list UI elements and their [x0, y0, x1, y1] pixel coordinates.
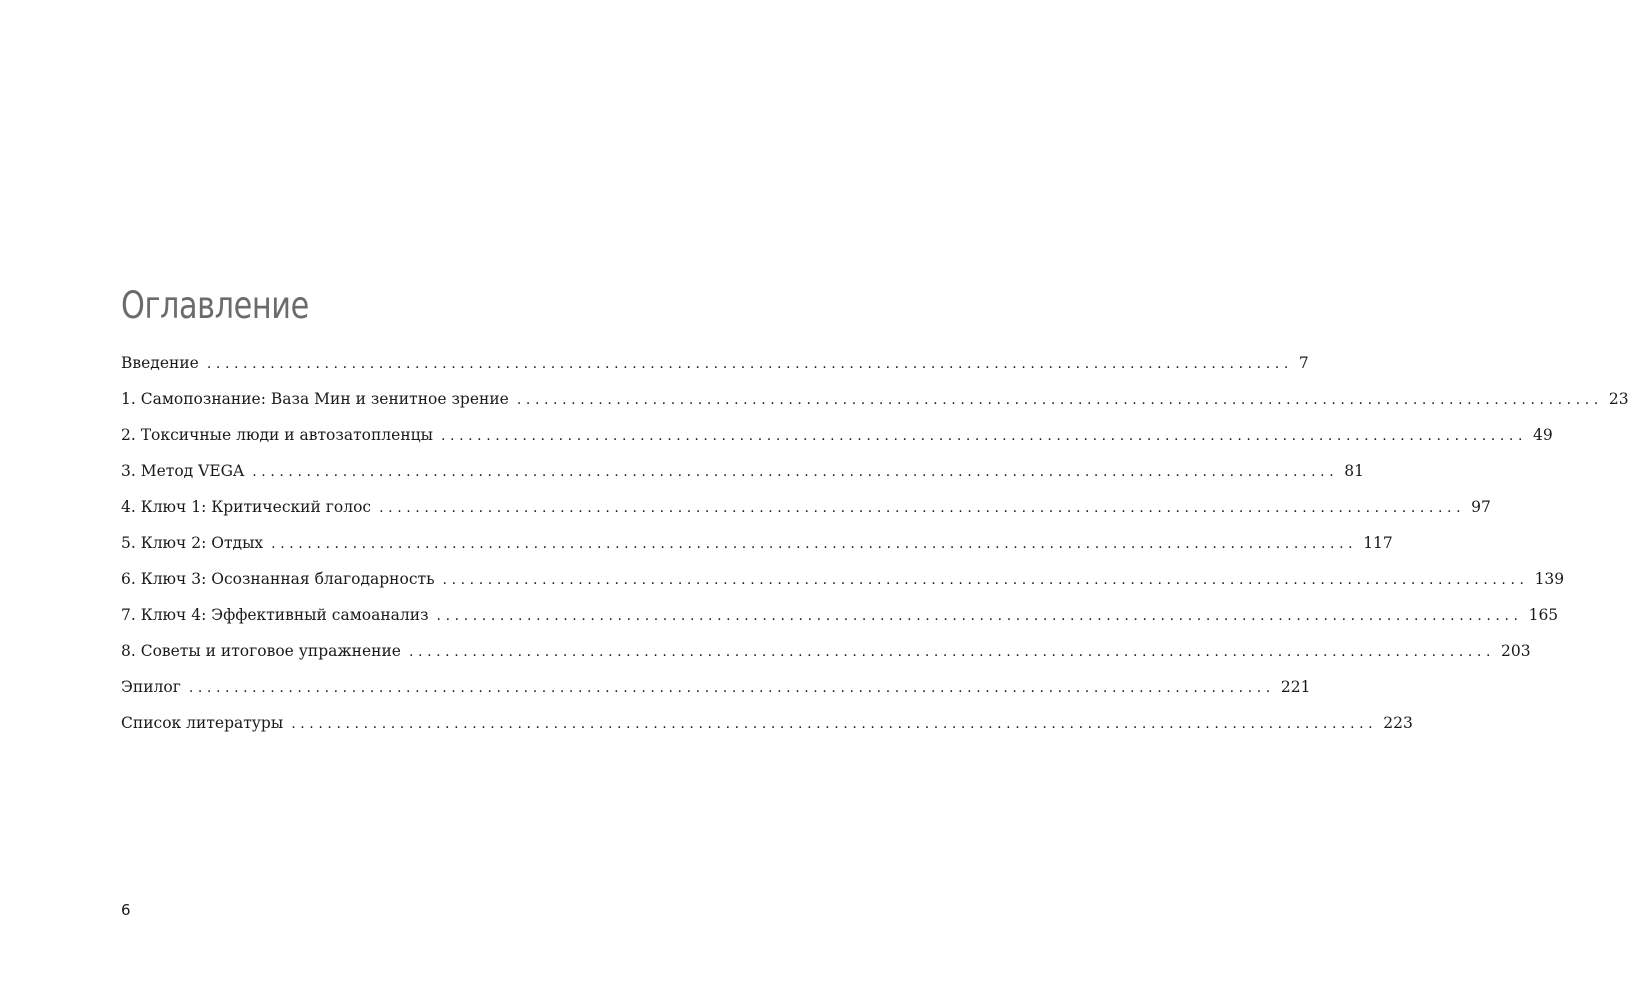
- dot-leader: ........................................................................................................................: [436, 608, 1523, 624]
- toc-list: [121, 349, 1629, 745]
- toc-entry: [121, 529, 1393, 565]
- dot-leader: ........................................................................................................................: [291, 716, 1378, 732]
- dot-leader: ........................................................................................................................: [379, 500, 1466, 516]
- toc-heading: Оглавление: [121, 284, 309, 327]
- dot-leader: ........................................................................................................................: [271, 536, 1358, 552]
- toc-entry-page: 81: [1344, 462, 1364, 480]
- toc-entry: [121, 349, 1309, 385]
- page-number: 6: [121, 901, 131, 919]
- toc-entry-page: 49: [1533, 426, 1553, 444]
- toc-entry-page: 97: [1471, 498, 1491, 516]
- toc-entry-title: 4. Ключ 1: Критический голос: [121, 493, 379, 521]
- toc-entry: [121, 601, 1559, 637]
- toc-entry-title: 3. Метод VEGA: [121, 457, 252, 485]
- toc-entry-page: 223: [1383, 714, 1413, 732]
- toc-entry: [121, 421, 1553, 457]
- toc-entry-page: 203: [1501, 642, 1531, 660]
- toc-entry-page: 139: [1534, 570, 1565, 588]
- toc-entry-title: 2. Токсичные люди и автозатопленцы: [121, 421, 441, 449]
- toc-entry: [121, 709, 1413, 745]
- toc-entry-page: 221: [1280, 678, 1311, 696]
- toc-entry-title: 7. Ключ 4: Эффективный самоанализ: [121, 601, 437, 629]
- toc-entry-page: 7: [1298, 354, 1309, 372]
- dot-leader: ........................................................................................................................: [516, 392, 1603, 408]
- toc-entry-title: Введение: [121, 349, 207, 377]
- toc-entry: [121, 385, 1629, 421]
- toc-entry: [121, 493, 1491, 529]
- dot-leader: ........................................................................................................................: [206, 356, 1293, 372]
- toc-entry-page: 23: [1608, 390, 1629, 408]
- toc-entry-title: 6. Ключ 3: Осознанная благодарность: [121, 565, 443, 593]
- toc-entry-page: 165: [1528, 606, 1559, 624]
- toc-entry-page: 117: [1363, 534, 1393, 552]
- toc-entry: [121, 457, 1364, 493]
- toc-entry: [121, 637, 1531, 673]
- dot-leader: ........................................................................................................................: [408, 644, 1495, 660]
- dot-leader: ........................................................................................................................: [252, 464, 1339, 480]
- toc-entry-title: 1. Самопознание: Ваза Мин и зенитное зрение: [121, 385, 517, 413]
- toc-entry-title: Эпилог: [121, 673, 189, 701]
- toc-entry: [121, 565, 1565, 601]
- dot-leader: ........................................................................................................................: [440, 428, 1527, 444]
- toc-entry: [121, 673, 1311, 709]
- toc-entry-title: Список литературы: [121, 709, 291, 737]
- dot-leader: ........................................................................................................................: [442, 572, 1529, 588]
- toc-entry-title: 8. Советы и итоговое упражнение: [121, 637, 409, 665]
- dot-leader: ........................................................................................................................: [188, 680, 1275, 696]
- toc-entry-title: 5. Ключ 2: Отдых: [121, 529, 271, 557]
